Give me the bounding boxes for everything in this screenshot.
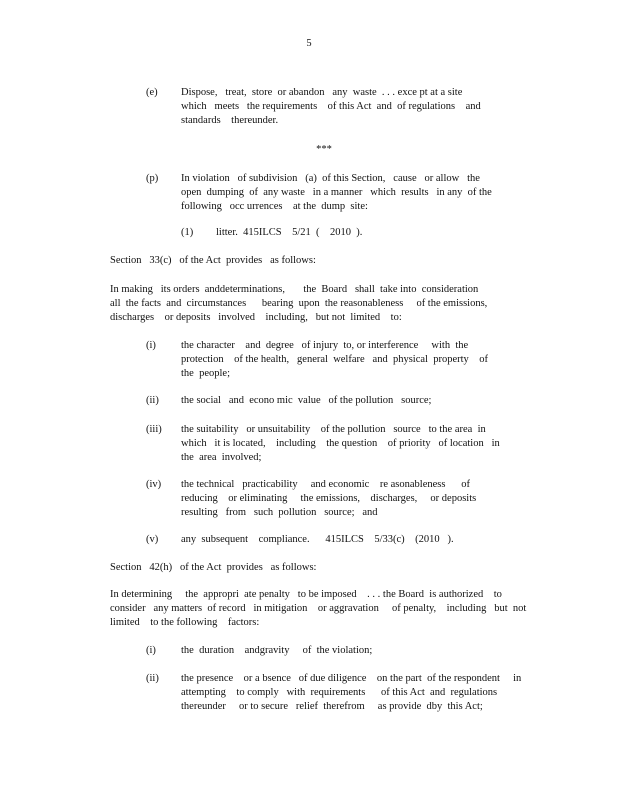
item-text: the suitability or unsuitability of the pollution source to the area in which it is located, including the question of priority of location in the area involved;	[181, 424, 500, 463]
item-text: In violation of subdivision (a) of this Section, cause or allow the open dumping of any waste in a manner which results in any of the following occ urrences at the dump site:	[181, 173, 492, 212]
item-label: (p)	[146, 173, 159, 184]
paragraph: In making its orders anddeterminations, the Board shall take into consideration all the facts and circumstances bearing upon the reasonableness of the emissions, discharges or deposits involved including, but not limited to:	[110, 284, 488, 323]
separator: ***	[316, 144, 332, 155]
item-label: (i)	[146, 645, 156, 656]
item-label: (iii)	[146, 424, 162, 435]
item-text: the presence or a bsence of due diligence on the part of the respondent in attempting to comply with requirements of this Act and regulations thereunder or to secure relief therefrom as provide dby this Act;	[181, 673, 522, 712]
item-text: Dispose, treat, store or abandon any waste . . . exce pt at a site which meets the requirements of this Act and of regulations and standards thereunder.	[181, 87, 481, 126]
paragraph: Section 42(h) of the Act provides as follows:	[110, 562, 317, 573]
item-label: (ii)	[146, 395, 159, 406]
item-label: (i)	[146, 340, 156, 351]
item-text: the technical practicability and economic re asonableness of reducing or eliminating the emissions, discharges, or deposits resulting from such pollution source; and	[181, 479, 477, 518]
item-text: any subsequent compliance. 415ILCS 5/33(c) (2010 ).	[181, 534, 454, 545]
page-number: 5	[306, 38, 312, 49]
item-text: the duration andgravity of the violation;	[181, 645, 373, 656]
item-label: (e)	[146, 87, 158, 98]
paragraph: In determining the appropri ate penalty to be imposed . . . the Board is authorized to consider any matters of record in mitigation or aggravation of penalty, including but not limited to the following factors:	[110, 589, 527, 628]
item-label: (iv)	[146, 479, 162, 490]
item-text: the social and econo mic value of the pollution source;	[181, 395, 432, 406]
item-label: (1)	[181, 227, 194, 238]
paragraph: Section 33(c) of the Act provides as follows:	[110, 255, 316, 266]
item-label: (v)	[146, 534, 159, 545]
item-text: litter. 415ILCS 5/21 ( 2010 ).	[216, 227, 363, 238]
item-label: (ii)	[146, 673, 159, 684]
item-text: the character and degree of injury to, or interference with the protection of the health, general welfare and physical property of the people;	[181, 340, 489, 379]
